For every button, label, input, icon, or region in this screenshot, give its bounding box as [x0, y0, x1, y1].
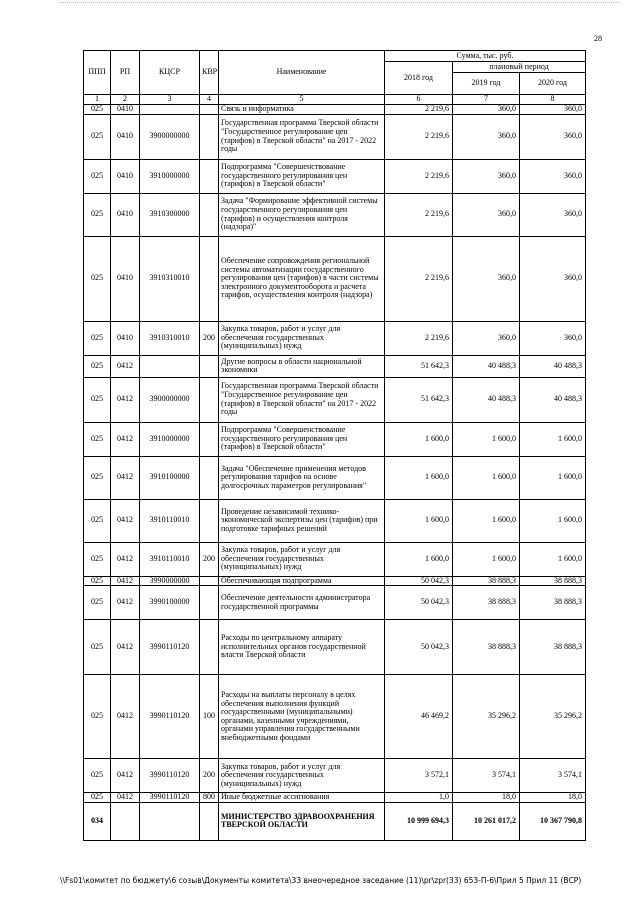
- cell-rp: 0412: [111, 620, 140, 675]
- table-row: [84, 759, 586, 793]
- cell-name: Связь и информатика: [219, 105, 385, 115]
- cell-kvr: [200, 159, 219, 193]
- table-row: [84, 542, 586, 576]
- cell-2018: 10 999 694,3: [385, 802, 453, 840]
- cell-ppp: 025: [84, 193, 111, 236]
- cell-2018: 1 600,0: [385, 499, 453, 542]
- cell-kcsr: 3910000000: [140, 159, 200, 193]
- cell-kvr: [200, 114, 219, 159]
- cell-2019: 360,0: [453, 105, 520, 115]
- cell-2018: 1 600,0: [385, 422, 453, 456]
- cell-name: Закупка товаров, работ и услуг для обеспечения государственных (муниципальных) нужд: [219, 321, 385, 355]
- header-name: Наименование: [219, 51, 385, 95]
- cell-ppp: 025: [84, 499, 111, 542]
- table-row: [84, 802, 586, 840]
- cell-2020: 360,0: [520, 321, 586, 355]
- cell-rp: 0412: [111, 422, 140, 456]
- cell-rp: 0412: [111, 542, 140, 576]
- cell-kcsr: 3910110010: [140, 499, 200, 542]
- cell-kvr: [200, 236, 219, 321]
- cell-kcsr: 3990110120: [140, 759, 200, 793]
- cell-2018: 3 572,1: [385, 759, 453, 793]
- cell-2020: 40 488,3: [520, 377, 586, 422]
- cell-2019: 38 888,3: [453, 620, 520, 675]
- table-row: [84, 793, 586, 803]
- cell-kcsr: 3910310010: [140, 321, 200, 355]
- file-path-footer: \\Fs01\комитет по бюджету\6 созыв\Документы комитета\33 внеочередное заседание (11)\pr\zpr(33) 653-П-6\Прил 5 Прил 11 (ВСР): [60, 876, 582, 885]
- cell-ppp: 025: [84, 586, 111, 620]
- cell-kcsr: 3910110010: [140, 542, 200, 576]
- scan-top-edge: [60, 2, 620, 3]
- cell-kcsr: 3910310010: [140, 236, 200, 321]
- cell-kcsr: 3990110120: [140, 793, 200, 803]
- cell-2018: 1,0: [385, 793, 453, 803]
- cell-2020: 38 888,3: [520, 576, 586, 586]
- cell-2020: 40 488,3: [520, 355, 586, 377]
- table-row: [84, 620, 586, 675]
- cell-rp: 0412: [111, 586, 140, 620]
- header-ppp: ППП: [84, 51, 111, 95]
- header-rp: РП: [111, 51, 140, 95]
- cell-name: Обеспечивающая подпрограмма: [219, 576, 385, 586]
- cell-rp: 0412: [111, 759, 140, 793]
- cell-kvr: [200, 105, 219, 115]
- cell-ppp: 025: [84, 542, 111, 576]
- cell-ppp: 025: [84, 759, 111, 793]
- table-row: [84, 675, 586, 759]
- cell-2019: 35 296,2: [453, 675, 520, 759]
- cell-2019: 38 888,3: [453, 586, 520, 620]
- cell-kvr: 100: [200, 675, 219, 759]
- cell-kvr: [200, 620, 219, 675]
- cell-rp: 0412: [111, 576, 140, 586]
- cell-2019: 360,0: [453, 159, 520, 193]
- cell-kvr: [200, 377, 219, 422]
- cell-name: Задача "Формирование эффективной системы государственного регулирования цен (тарифов) и осуществления контроля (надзора)": [219, 193, 385, 236]
- cell-2019: 1 600,0: [453, 422, 520, 456]
- header-kcsr: КЦСР: [140, 51, 200, 95]
- cell-name: Закупка товаров, работ и услуг для обеспечения государственных (муниципальных) нужд: [219, 542, 385, 576]
- cell-2018: 2 219,6: [385, 321, 453, 355]
- cell-name: Задача "Обеспечение применения методов регулирования тарифов на основе долгосрочных параметров регулирования": [219, 456, 385, 499]
- cell-2020: 360,0: [520, 193, 586, 236]
- cell-rp: 0412: [111, 377, 140, 422]
- cell-kcsr: 3910100000: [140, 456, 200, 499]
- cell-name: Подпрограмма "Совершенствование государственного регулирования цен (тарифов) в Тверской области": [219, 422, 385, 456]
- cell-2019: 1 600,0: [453, 456, 520, 499]
- cell-kvr: [200, 586, 219, 620]
- cell-2020: 3 574,1: [520, 759, 586, 793]
- cell-2019: 1 600,0: [453, 542, 520, 576]
- cell-2018: 50 042,3: [385, 586, 453, 620]
- cell-kcsr: 3990000000: [140, 576, 200, 586]
- cell-2018: 1 600,0: [385, 456, 453, 499]
- cell-kvr: 800: [200, 793, 219, 803]
- cell-2020: 360,0: [520, 236, 586, 321]
- cell-2018: 51 642,3: [385, 377, 453, 422]
- cell-kvr: [200, 355, 219, 377]
- header-2019: 2019 год: [453, 73, 520, 95]
- cell-kcsr: [140, 355, 200, 377]
- cell-2019: 360,0: [453, 321, 520, 355]
- cell-kcsr: 3910000000: [140, 422, 200, 456]
- cell-ppp: 025: [84, 793, 111, 803]
- cell-2020: 1 600,0: [520, 456, 586, 499]
- cell-ppp: 025: [84, 114, 111, 159]
- table-row: [84, 159, 586, 193]
- header-kvr: КВР: [200, 51, 219, 95]
- cell-rp: 0410: [111, 193, 140, 236]
- cell-kvr: [200, 422, 219, 456]
- cell-rp: 0412: [111, 793, 140, 803]
- cell-2018: 50 042,3: [385, 620, 453, 675]
- cell-2018: 2 219,6: [385, 114, 453, 159]
- cell-rp: 0412: [111, 499, 140, 542]
- cell-name: Подпрограмма "Совершенствование государственного регулирования цен (тарифов) в Тверской области": [219, 159, 385, 193]
- header-2020: 2020 год: [520, 73, 586, 95]
- cell-name: Государственная программа Тверской области "Государственное регулирование цен (тарифов) в Тверской области" на 2017 - 2022 годы: [219, 114, 385, 159]
- cell-2019: 40 488,3: [453, 355, 520, 377]
- cell-name: Расходы на выплаты персоналу в целях обеспечения выполнения функций государственными (муниципальными) органами, казенными учреждениями, органами управления государственными внебюджетными фондами: [219, 675, 385, 759]
- cell-ppp: 025: [84, 456, 111, 499]
- cell-kcsr: 3910300000: [140, 193, 200, 236]
- cell-name: Обеспечение деятельности администратора государственной программы: [219, 586, 385, 620]
- column-index-cell: 6: [385, 95, 453, 105]
- column-index-cell: 5: [219, 95, 385, 105]
- table-row: [84, 114, 586, 159]
- header-planned-period: плановый период: [453, 62, 586, 73]
- cell-rp: 0410: [111, 114, 140, 159]
- cell-rp: 0412: [111, 355, 140, 377]
- cell-2019: 10 261 017,2: [453, 802, 520, 840]
- cell-2020: 18,0: [520, 793, 586, 803]
- cell-kcsr: 3990110120: [140, 620, 200, 675]
- cell-ppp: 025: [84, 620, 111, 675]
- table-row: [84, 355, 586, 377]
- cell-2020: 35 296,2: [520, 675, 586, 759]
- cell-name: Расходы по центральному аппарату исполнительных органов государственной власти Тверской области: [219, 620, 385, 675]
- cell-name: Закупка товаров, работ и услуг для обеспечения государственных (муниципальных) нужд: [219, 759, 385, 793]
- cell-ppp: 025: [84, 576, 111, 586]
- column-index-cell: 2: [111, 95, 140, 105]
- table-row: [84, 236, 586, 321]
- cell-2020: 360,0: [520, 105, 586, 115]
- cell-rp: 0410: [111, 159, 140, 193]
- cell-ppp: 025: [84, 355, 111, 377]
- table-row: [84, 576, 586, 586]
- cell-2020: 360,0: [520, 159, 586, 193]
- cell-ppp: 025: [84, 105, 111, 115]
- cell-2019: 18,0: [453, 793, 520, 803]
- cell-2019: 3 574,1: [453, 759, 520, 793]
- cell-kcsr: 3900000000: [140, 377, 200, 422]
- column-index-cell: 4: [200, 95, 219, 105]
- cell-ppp: 025: [84, 321, 111, 355]
- budget-table: [83, 50, 586, 841]
- table-body: [84, 105, 586, 841]
- cell-2019: 360,0: [453, 193, 520, 236]
- cell-kvr: [200, 499, 219, 542]
- cell-2020: 1 600,0: [520, 422, 586, 456]
- cell-kvr: [200, 576, 219, 586]
- table-row: [84, 321, 586, 355]
- cell-kcsr: [140, 105, 200, 115]
- header-2018: 2018 год: [385, 62, 453, 95]
- cell-kvr: [200, 802, 219, 840]
- column-index-cell: 1: [84, 95, 111, 105]
- table-row: [84, 193, 586, 236]
- cell-rp: 0412: [111, 675, 140, 759]
- table-row: [84, 105, 586, 115]
- cell-2018: 2 219,6: [385, 193, 453, 236]
- cell-kvr: 200: [200, 542, 219, 576]
- cell-2019: 1 600,0: [453, 499, 520, 542]
- cell-2018: 2 219,6: [385, 159, 453, 193]
- cell-kcsr: 3900000000: [140, 114, 200, 159]
- cell-kvr: [200, 193, 219, 236]
- cell-2018: 2 219,6: [385, 105, 453, 115]
- cell-rp: 0410: [111, 321, 140, 355]
- table-row: [84, 586, 586, 620]
- cell-name: Государственная программа Тверской области "Государственное регулирование цен (тарифов) в Тверской области" на 2017 - 2022 годы: [219, 377, 385, 422]
- cell-name: Обеспечение сопровождения региональной системы автоматизации государственного регулирования цен (тарифов) в части системы электронного документооборота и расчета тарифов, осуществления контроля (надзора): [219, 236, 385, 321]
- cell-2018: 1 600,0: [385, 542, 453, 576]
- cell-2019: 360,0: [453, 114, 520, 159]
- cell-2020: 38 888,3: [520, 620, 586, 675]
- table-row: [84, 456, 586, 499]
- cell-kcsr: [140, 802, 200, 840]
- cell-2020: 1 600,0: [520, 499, 586, 542]
- cell-rp: 0410: [111, 105, 140, 115]
- cell-ppp: 034: [84, 802, 111, 840]
- cell-2019: 40 488,3: [453, 377, 520, 422]
- cell-2020: 38 888,3: [520, 586, 586, 620]
- cell-kvr: 200: [200, 759, 219, 793]
- cell-2019: 360,0: [453, 236, 520, 321]
- cell-name: Другие вопросы в области национальной экономики: [219, 355, 385, 377]
- column-index-cell: 3: [140, 95, 200, 105]
- cell-ppp: 025: [84, 422, 111, 456]
- cell-ppp: 025: [84, 675, 111, 759]
- cell-ppp: 025: [84, 377, 111, 422]
- cell-ppp: 025: [84, 159, 111, 193]
- cell-name: МИНИСТЕРСТВО ЗДРАВООХРАНЕНИЯ ТВЕРСКОЙ ОБЛАСТИ: [219, 802, 385, 840]
- cell-name: Проведение независимой технико-экономической экспертизы цен (тарифов) при подготовке тарифных решений: [219, 499, 385, 542]
- cell-ppp: 025: [84, 236, 111, 321]
- table-row: [84, 422, 586, 456]
- cell-2018: 46 469,2: [385, 675, 453, 759]
- table-row: [84, 377, 586, 422]
- cell-kcsr: 3990100000: [140, 586, 200, 620]
- cell-kvr: 200: [200, 321, 219, 355]
- table-row: [84, 499, 586, 542]
- cell-2020: 10 367 790,8: [520, 802, 586, 840]
- column-index-cell: 8: [520, 95, 586, 105]
- cell-2018: 2 219,6: [385, 236, 453, 321]
- header-sum: Сумма, тыс. руб.: [385, 51, 586, 62]
- cell-rp: 0410: [111, 236, 140, 321]
- cell-2020: 360,0: [520, 114, 586, 159]
- cell-rp: [111, 802, 140, 840]
- cell-2020: 1 600,0: [520, 542, 586, 576]
- column-index-cell: 7: [453, 95, 520, 105]
- column-index-row: [84, 95, 586, 105]
- cell-2018: 50 042,3: [385, 576, 453, 586]
- cell-2018: 51 642,3: [385, 355, 453, 377]
- cell-kvr: [200, 456, 219, 499]
- cell-2019: 38 888,3: [453, 576, 520, 586]
- cell-kcsr: 3990110120: [140, 675, 200, 759]
- cell-name: Иные бюджетные ассигнования: [219, 793, 385, 803]
- cell-rp: 0412: [111, 456, 140, 499]
- page-number: 28: [594, 34, 602, 43]
